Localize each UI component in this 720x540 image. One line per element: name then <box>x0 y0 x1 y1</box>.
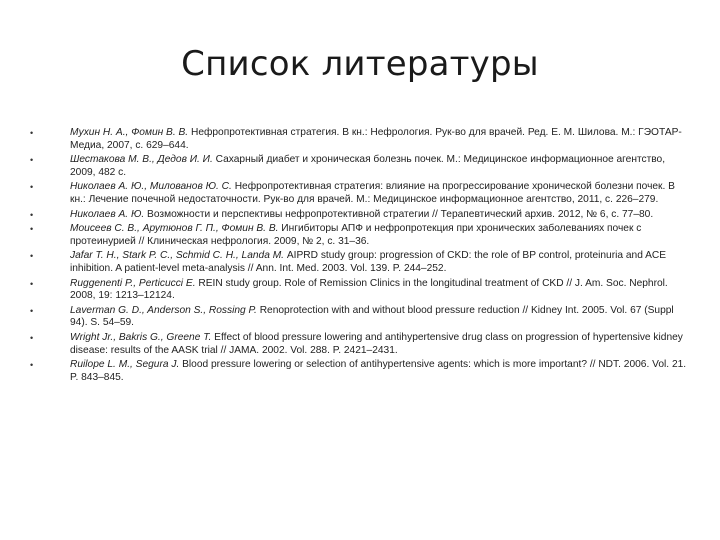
list-item <box>26 127 690 152</box>
list-item <box>26 209 690 222</box>
bullet-icon: • <box>30 182 34 193</box>
bullet-icon: • <box>30 332 34 343</box>
list-item <box>26 154 690 179</box>
list-item <box>26 305 690 330</box>
reference-authors: Николаев А. Ю. <box>70 208 148 220</box>
reference-text: Renoprotection with and without blood pressure reduction // Kidney Int. 2005. Vol. 67 (Suppl 94). S. 54–59. <box>70 304 674 329</box>
list-item <box>26 250 690 275</box>
bullet-icon: • <box>30 128 34 138</box>
list-item <box>26 332 690 357</box>
bullet-icon: • <box>30 209 34 220</box>
bullet-icon: • <box>30 305 34 316</box>
page-title: Список литературы <box>181 44 539 84</box>
list-item <box>26 223 690 248</box>
reference-text: Возможности и перспективы нефропротективной стратегии // Терапевтический архив. 2012, № 6, с. 77–80. <box>147 208 654 220</box>
bullet-icon: • <box>30 224 34 235</box>
list-item <box>26 278 690 303</box>
list-item <box>26 359 690 384</box>
reference-list <box>26 127 690 386</box>
list-item <box>26 181 690 206</box>
reference-authors: Мухин Н. А., Фомин В. В. <box>70 127 191 138</box>
bullet-icon: • <box>30 278 34 289</box>
reference-authors: Jafar T. H., Stark P. C., Schmid C. H., Landa M. <box>70 250 287 262</box>
reference-authors: Николаев А. Ю., Милованов Ю. С. <box>70 181 235 193</box>
reference-text: Effect of blood pressure lowering and antihypertensive drug class on progression of hypertensive kidney disease: results of the AASK trial // JAMA. 2002. Vol. 288. P. 2421–2431. <box>70 331 683 356</box>
reference-authors: Wright Jr., Bakris G., Greene T. <box>70 331 215 343</box>
reference-text: Ингибиторы АПФ и нефропротекция при хронических заболеваниях почек с протеинурией // Клиническая нефрология. 2009, № 2, с. 31–36. <box>70 223 642 247</box>
reference-authors: Ruilope L. M., Segura J. <box>70 359 183 371</box>
reference-text: Blood pressure lowering or selection of antihypertensive agents: which is more important? // NDT. 2006. Vol. 21. P. 843–845. <box>70 359 687 383</box>
reference-text: Нефропротективная стратегия. В кн.: Нефрология. Рук-во для врачей. Ред. Е. М. Шилова. М.: ГЭОТАР-Медиа, 2007, с. 629–644. <box>70 127 682 151</box>
reference-text: REIN study group. Role of Remission Clinics in the longitudinal treatment of CKD // J. Am. Soc. Nephrol. 2008, 19: 1213–12124. <box>70 277 668 302</box>
reference-authors: Ruggenenti P., Perticucci E. <box>70 277 199 289</box>
reference-authors: Laverman G. D., Anderson S., Rossing P. <box>70 304 260 316</box>
reference-text: Нефропротективная стратегия: влияние на прогрессирование хронической болезни почек. В кн.: Лечение почечной недостаточности. Рук-во для врачей. М.: Медицинское информационное агентство, 2011, с. 226–279. <box>70 181 675 205</box>
bullet-icon: • <box>30 251 34 262</box>
reference-authors: Моисеев С. В., Арутюнов Г. П., Фомин В. В. <box>70 223 282 235</box>
bullet-icon: • <box>30 155 34 166</box>
reference-text: AIPRD study group: progression of CKD: the role of BP control, proteinuria and ACE inhibition. A patient-level meta-analysis // Ann. Int. Med. 2003. Vol. 139. P. 244–252. <box>70 250 667 274</box>
bullet-icon: • <box>30 360 34 371</box>
reference-authors: Шестакова М. В., Дедов И. И. <box>70 154 216 166</box>
reference-text: Сахарный диабет и хроническая болезнь почек. М.: Медицинское информационное агентство, 2009, 482 с. <box>70 154 666 178</box>
